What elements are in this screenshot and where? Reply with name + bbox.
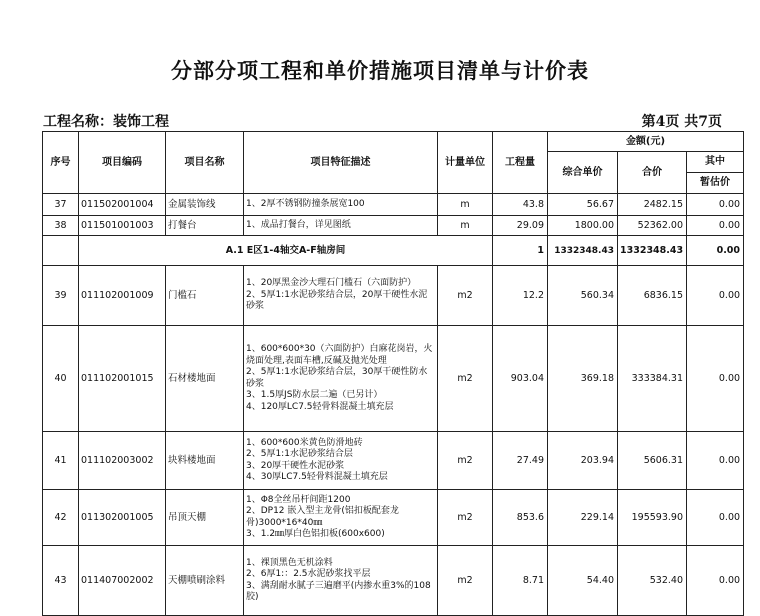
cell-desc (244, 194, 438, 216)
desc-line: 4、120厚LC7.5轻骨料混凝土填充层 (246, 401, 394, 412)
cell-qty: 29.09 (493, 216, 548, 236)
cell-provisional: 0.00 (687, 490, 744, 546)
header-unit: 计量单位 (438, 132, 493, 194)
cell-total: 532.40 (618, 546, 687, 616)
desc-line: 1、600*600*30（六面防护）白麻花岗岩，火烧面处理,表面车槽,反碱及抛光处理 (246, 344, 433, 366)
table-row (43, 266, 744, 326)
cell-total: 333384.31 (618, 326, 687, 432)
desc-line: 2、5厚1:1水泥砂浆结合层，30厚干硬性防水砂浆 (246, 367, 428, 389)
cell-unit-price: 560.34 (548, 266, 618, 326)
cell-code: 011502001004 (79, 194, 166, 216)
cell-provisional: 0.00 (687, 194, 744, 216)
page-number: 第4页 共7页 (641, 114, 722, 130)
cell-qty: 43.8 (493, 194, 548, 216)
cell-seq: 39 (43, 266, 79, 326)
cell-unit-price: 54.40 (548, 546, 618, 616)
pricing-table (42, 131, 744, 616)
cell-seq: 43 (43, 546, 79, 616)
desc-line: 1、2厚不锈钢防撞条展宽100 (246, 198, 365, 209)
cell-unit-price: 1800.00 (548, 216, 618, 236)
table-row (43, 326, 744, 432)
cell-provisional: 0.00 (687, 546, 744, 616)
cell-desc (244, 216, 438, 236)
cell-name: 金属装饰线 (166, 194, 244, 216)
cell-code: 011102003002 (79, 432, 166, 490)
desc-line: 1、Φ8全丝吊杆间距1200 (246, 494, 351, 505)
cell-qty: 8.71 (493, 546, 548, 616)
desc-line: 2、DP12 嵌入型主龙骨(铝扣板配套龙骨)3000*16*40㎜ (246, 506, 399, 528)
subtotal-qty: 1 (493, 236, 548, 266)
cell-desc (244, 490, 438, 546)
desc-line: 1、裸顶黑色无机涂料 (246, 557, 333, 568)
desc-line: 2、5厚1:1水泥砂浆结合层，20厚干硬性水泥砂浆 (246, 289, 428, 312)
cell-total: 195593.90 (618, 490, 687, 546)
cell-name: 块料楼地面 (166, 432, 244, 490)
desc-line: 3、1.2㎜厚白色铝扣板(600x600) (246, 529, 385, 539)
desc-line: 1、600*600米黄色防滑地砖 (246, 437, 363, 448)
cell-seq: 42 (43, 490, 79, 546)
cell-provisional: 0.00 (687, 326, 744, 432)
cell-code: 011501001003 (79, 216, 166, 236)
cell-name: 吊顶天棚 (166, 490, 244, 546)
cell-unit: m2 (438, 432, 493, 490)
cell-unit: m2 (438, 490, 493, 546)
subtotal-provisional: 0.00 (687, 236, 744, 266)
desc-line: 1、20厚黑金沙大理石门槛石（六面防护） (246, 278, 417, 289)
desc-line: 1、成品打餐台，详见图纸 (246, 219, 351, 230)
cell-provisional: 0.00 (687, 266, 744, 326)
cell-name: 门槛石 (166, 266, 244, 326)
page-title: 分部分项工程和单价措施项目清单与计价表 (171, 58, 589, 83)
subtotal-label: A.1 E区1-4轴交A-F轴房间 (79, 236, 493, 266)
cell-unit: m2 (438, 326, 493, 432)
cell-code: 011407002002 (79, 546, 166, 616)
cell-qty: 27.49 (493, 432, 548, 490)
cell-code: 011302001005 (79, 490, 166, 546)
cell-name: 天棚喷刷涂料 (166, 546, 244, 616)
desc-line: 3、1.5厚JS防水层二遍（已另计） (246, 390, 383, 400)
subtotal-unit-price: 1332348.43 (548, 236, 618, 266)
cell-unit-price: 369.18 (548, 326, 618, 432)
header-of-which: 其中 (687, 152, 744, 173)
table-row (43, 490, 744, 546)
cell-qty: 853.6 (493, 490, 548, 546)
header-desc: 项目特征描述 (244, 132, 438, 194)
cell-desc (244, 266, 438, 326)
cell-code: 011102001009 (79, 266, 166, 326)
header-provisional: 暂估价 (687, 173, 744, 194)
table-row (43, 194, 744, 216)
header-code: 项目编码 (79, 132, 166, 194)
subtotal-total: 1332348.43 (618, 236, 687, 266)
cell-total: 2482.15 (618, 194, 687, 216)
header-amount: 金额(元) (548, 132, 744, 152)
cell-unit-price: 56.67 (548, 194, 618, 216)
header-seq: 序号 (43, 132, 79, 194)
project-name: 工程名称：装饰工程 (43, 114, 169, 130)
table-row (43, 432, 744, 490)
desc-line: 3、20厚干硬性水泥砂浆 (246, 460, 345, 471)
table-row (43, 546, 744, 616)
cell-unit: m2 (438, 266, 493, 326)
subtotal-row (43, 236, 744, 266)
desc-line: 4、30厚LC7.5轻骨料混凝土填充层 (246, 472, 388, 482)
cell-seq: 40 (43, 326, 79, 432)
table-row (43, 216, 744, 236)
cell-unit-price: 203.94 (548, 432, 618, 490)
cell-total: 52362.00 (618, 216, 687, 236)
cell-unit: m (438, 216, 493, 236)
cell-total: 6836.15 (618, 266, 687, 326)
desc-line: 3、满刮耐水腻子三遍磨平(内掺水重3%的108胶) (246, 580, 431, 602)
cell-name: 打餐台 (166, 216, 244, 236)
cell-code: 011102001015 (79, 326, 166, 432)
cell-name: 石材楼地面 (166, 326, 244, 432)
cell-qty: 12.2 (493, 266, 548, 326)
desc-line: 2、6厚1:：2.5水泥砂浆找平层 (246, 569, 371, 579)
header-unit-price: 综合单价 (548, 152, 618, 194)
cell-provisional: 0.00 (687, 432, 744, 490)
cell-seq: 38 (43, 216, 79, 236)
cell-desc (244, 432, 438, 490)
header-total: 合价 (618, 152, 687, 194)
cell-provisional: 0.00 (687, 216, 744, 236)
cell-qty: 903.04 (493, 326, 548, 432)
cell-unit-price: 229.14 (548, 490, 618, 546)
header-qty: 工程量 (493, 132, 548, 194)
cell-seq: 41 (43, 432, 79, 490)
cell-seq: 37 (43, 194, 79, 216)
cell-desc (244, 546, 438, 616)
cell-desc (244, 326, 438, 432)
cell-unit: m (438, 194, 493, 216)
cell-total: 5606.31 (618, 432, 687, 490)
header-name: 项目名称 (166, 132, 244, 194)
cell-unit: m2 (438, 546, 493, 616)
desc-line: 2、5厚1:1水泥砂浆结合层 (246, 449, 353, 459)
